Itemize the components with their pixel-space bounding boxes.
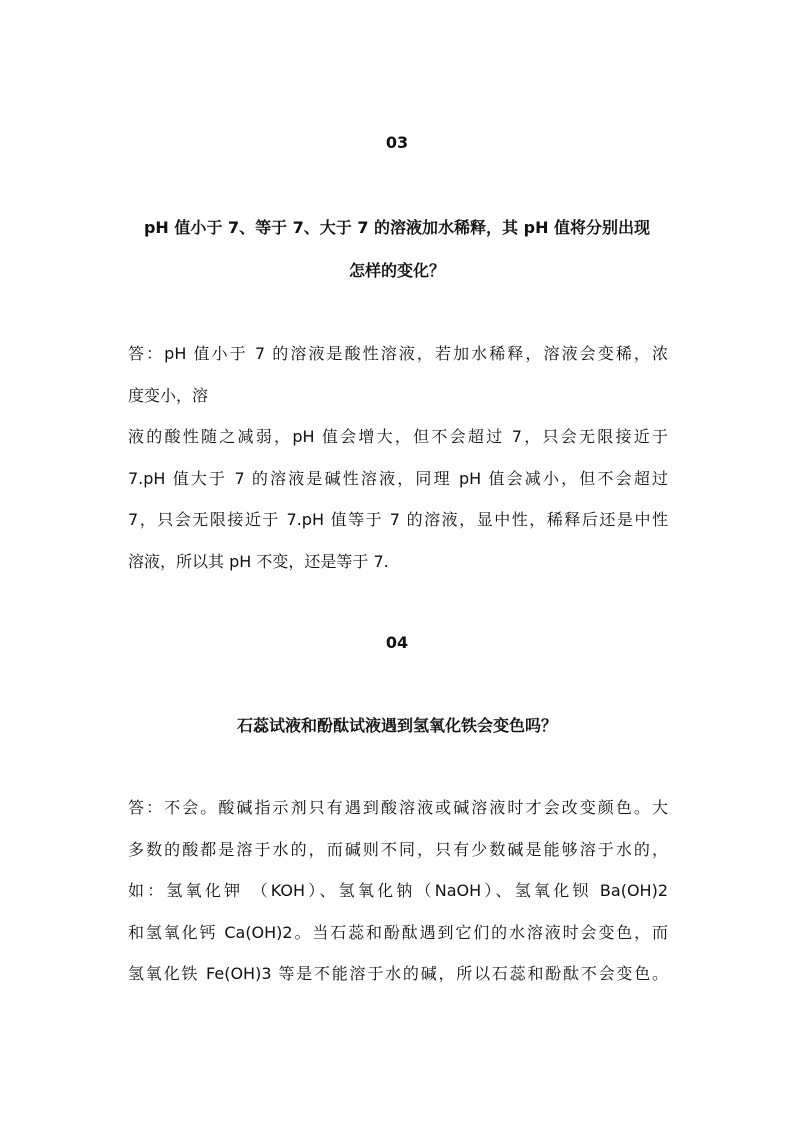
section-number: 04 (385, 633, 409, 652)
question-heading (128, 206, 666, 292)
answer-line: 氢氧化铁 Fe(OH)3 等是不能溶于水的碱，所以石蕊和酚酞不会变色。 (128, 964, 668, 983)
answer-paragraph (128, 416, 668, 582)
section-number: 03 (385, 133, 409, 152)
answer-paragraph (128, 333, 668, 416)
question-heading (128, 704, 666, 747)
answer-line: 如：氢氧化钾 （KOH）、氢氧化钠（NaOH）、氢氧化钡 Ba(OH)2 (128, 881, 668, 900)
answer-line: 答：不会。酸碱指示剂只有遇到酸溶液或碱溶液时才会改变颜色。大 (128, 798, 668, 817)
question-line: pH 值小于 7、等于 7、大于 7 的溶液加水稀释，其 pH 值将分别出现 (143, 218, 651, 237)
answer-line: 溶液，所以其 pH 不变，还是等于 7. (128, 551, 389, 571)
question-line: 石蕊试液和酚酞试液遇到氢氧化铁会变色吗？ (236, 716, 557, 735)
answer-line: 度变小，溶 (128, 385, 209, 405)
question-line: 怎样的变化？ (348, 261, 445, 280)
answer-line: 液的酸性随之减弱，pH 值会增大，但不会超过 7，只会无限接近于 (128, 427, 668, 446)
answer-line: 和氢氧化钙 Ca(OH)2。当石蕊和酚酞遇到它们的水溶液时会变色，而 (128, 922, 668, 942)
answer-paragraph (128, 787, 668, 995)
answer-line: 多数的酸都是溶于水的，而碱则不同，只有少数碱是能够溶于水的， (128, 839, 668, 859)
answer-line: 7.pH 值大于 7 的溶液是碱性溶液，同理 pH 值会减小，但不会超过 (128, 468, 668, 488)
answer-line: 答：pH 值小于 7 的溶液是酸性溶液，若加水稀释，溶液会变稀，浓 (128, 344, 668, 363)
answer-line: 7，只会无限接近于 7.pH 值等于 7 的溶液，显中性，稀释后还是中性 (128, 510, 668, 529)
